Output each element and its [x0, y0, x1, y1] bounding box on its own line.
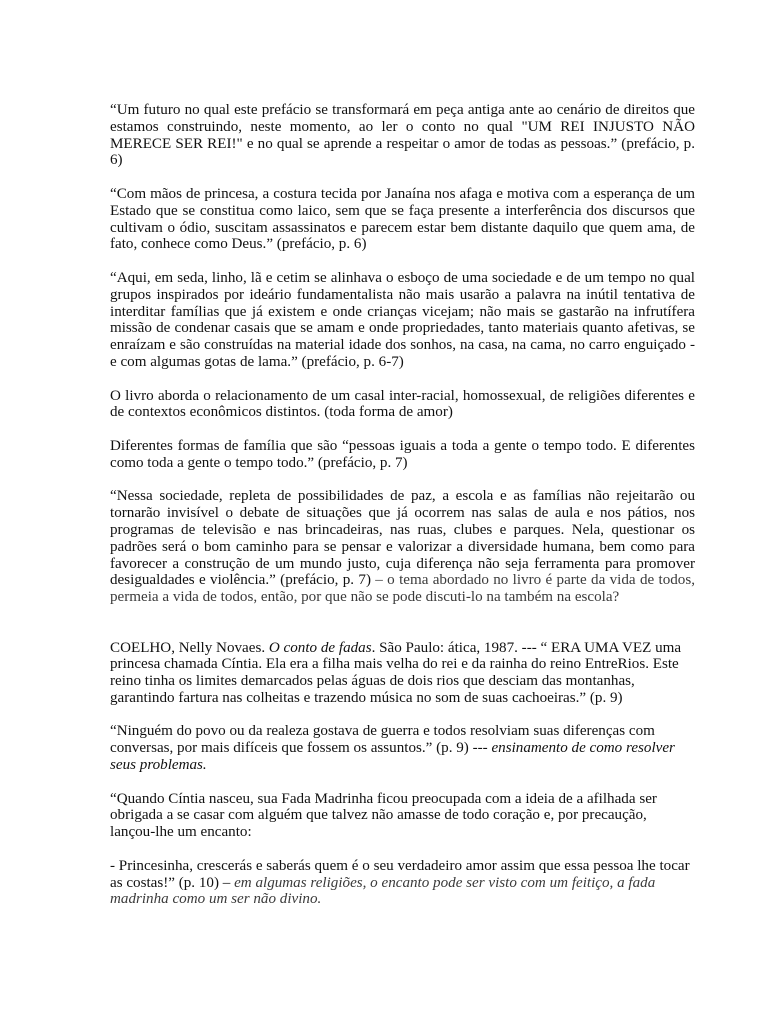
- quote-text: - Princesinha, crescerás e saberás quem é o seu verdadeiro amor assim que essa pessoa lhe tocar as costas!” (p. 10) –: [110, 857, 690, 891]
- paragraph-preface-quote-1: “Um futuro no qual este prefácio se transformará em peça antiga ante ao cenário de direitos que estamos construindo, neste momento, ao ler o conto no qual "UM REI INJUSTO NÃO MERECE SER REI!" e no qual se aprende a respeitar o amor de todas as pessoas.” (prefácio, p. 6): [110, 102, 695, 169]
- quote-text: “Ninguém do povo ou da realeza gostava de guerra e todos resolviam suas diferenças com conversas, por mais difíceis que fossem os assuntos.” (p. 9) ---: [110, 723, 655, 757]
- commentary-text: em algumas religiões, o encanto pode ser visto com um feitiço, a fada madrinha como um ser não divino.: [110, 874, 656, 908]
- paragraph-story-quote-2: “Quando Cíntia nasceu, sua Fada Madrinha ficou preocupada com a ideia de a afilhada ser obrigada a se casar com alguém que talvez não amasse de todo coração e, por precaução, lançou-lhe um encanto:: [110, 790, 657, 841]
- paragraph-story-quote-1: [110, 723, 695, 773]
- commentary-text: – o tema abordado no livro é parte da vida de todos, permeia a vida de todos, então, por que não se pode discuti-lo na também na escola?: [110, 572, 696, 606]
- paragraph-preface-quote-4: [110, 488, 695, 606]
- paragraph-reference-coelho: [110, 640, 695, 707]
- commentary-text: ensinamento de como resolver seus problemas.: [110, 740, 675, 774]
- paragraph-preface-quote-2: “Com mãos de princesa, a costura tecida por Janaína nos afaga e motiva com a esperança de um Estado que se constitua como laico, sem que se faça presente a interferência dos discursos que cultivam o ódio, suscitam assassinatos e parecem estar bem distante daquilo que quem ama, de fato, conhece como Deus.” (prefácio, p. 6): [110, 185, 695, 253]
- paragraph-preface-quote-3: “Aqui, em seda, linho, lã e cetim se alinhava o esboço de uma sociedade e de um tempo no qual grupos inspirados por ideário fundamentalista não mais usarão a palavra na inútil tentativa de interditar famílias que já existem e onde crianças vicejam; não mais se gastarão na infrutífera missão de condenar casais que se amam e onde propriedades, tanto materiais quanto afetivas, se enraízam e são construídas na material idade dos sonhos, na casa, na cama, no carro enguiçado - e com algumas gotas de lama.” (prefácio, p. 6-7): [110, 269, 695, 370]
- paragraph-book-summary: O livro aborda o relacionamento de um casal inter-racial, homossexual, de religiões diferentes e de contextos econômicos distintos. (toda forma de amor): [110, 387, 695, 421]
- paragraph-family-forms: Diferentes formas de família que são “pessoas iguais a toda a gente o tempo todo. E diferentes como toda a gente o tempo todo.” (prefácio, p. 7): [110, 437, 695, 471]
- section-gap: [110, 623, 695, 640]
- reference-author: COELHO, Nelly Novaes.: [110, 639, 269, 656]
- document-page: [110, 102, 695, 925]
- quote-text: “Nessa sociedade, repleta de possibilidades de paz, a escola e as famílias não rejeitarão ou tornarão invisível o debate de situações que já ocorrem nas salas de aula e nos pátios, nos programas de televisão e nas brincadeiras, nas ruas, clubes e parques. Nela, questionar os padrões será o bom caminho para se pensar e valorizar a diversidade humana, bem como para favorecer a construção de um mundo justo, cuja diferença não seja ferramenta para promover desigualdades e violência.” (prefácio, p. 7): [110, 488, 695, 589]
- paragraph-story-quote-3: [110, 858, 695, 908]
- reference-quote: . São Paulo: ática, 1987. --- “ ERA UMA VEZ uma princesa chamada Cíntia. Ela era a filha mais velha do rei e da rainha do reino EntreRios. Este reino tinha os limites demarcados pelas águas de dois rios que desciam das montanhas, garantindo fartura nas colheitas e trazendo música no som de suas cachoeiras.” (p. 9): [110, 639, 682, 706]
- reference-title: O conto de fadas: [268, 639, 372, 656]
